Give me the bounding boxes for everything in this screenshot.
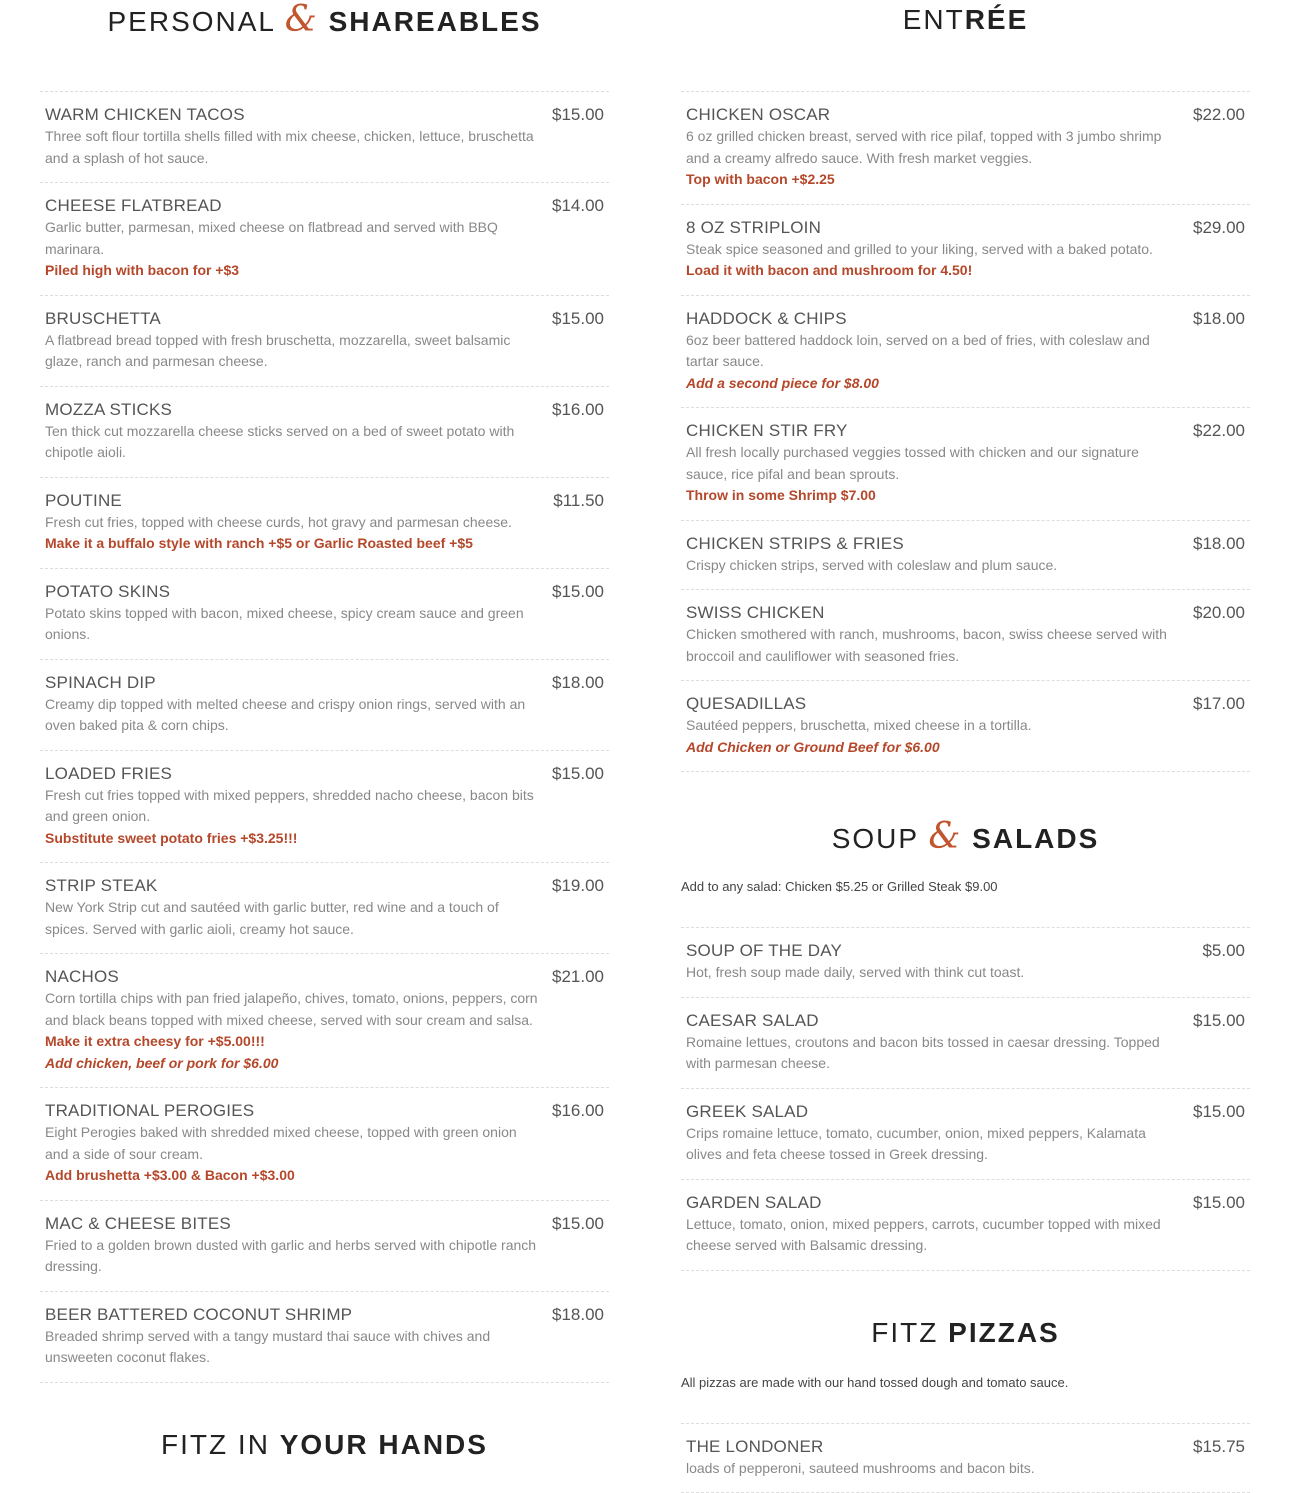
menu-item (681, 205, 1250, 296)
menu-item-description: Garlic butter, parmesan, mixed cheese on flatbread and served with BBQ marinara. (45, 217, 540, 260)
menu-item-name: POTATO SKINS (45, 581, 170, 603)
menu-item-description: Romaine lettues, croutons and bacon bits tossed in caesar dressing. Topped with parmesan cheese. (686, 1032, 1181, 1075)
menu-item-header (686, 602, 1245, 624)
menu-item-name: SOUP OF THE DAY (686, 940, 842, 962)
menu-item-header (686, 1101, 1245, 1123)
menu-item (681, 1180, 1250, 1271)
menu-item-header (45, 672, 604, 694)
heading-ampersand: & (928, 816, 962, 857)
menu-item-description: loads of pepperoni, sauteed mushrooms and bacon bits. (686, 1458, 1181, 1480)
menu-item-addon: Add a second piece for $8.00 (686, 373, 1245, 395)
menu-item (681, 928, 1250, 998)
heading-text: SOUP (832, 823, 919, 854)
menu-item (40, 92, 609, 183)
menu-item-name: CAESAR SALAD (686, 1010, 819, 1032)
menu-item-header (45, 581, 604, 603)
menu-item-description: A flatbread bread topped with fresh bruschetta, mozzarella, sweet balsamic glaze, ranch and parmesan cheese. (45, 330, 540, 373)
menu-item-name: HADDOCK & CHIPS (686, 308, 847, 330)
shareables-column (40, 0, 609, 1465)
menu-item-header (45, 1100, 604, 1122)
menu-item-header (686, 940, 1245, 962)
heading-text: FITZ (871, 1317, 938, 1348)
menu-item-price: $19.00 (552, 875, 604, 897)
menu-item-addon: Add Chicken or Ground Beef for $6.00 (686, 737, 1245, 759)
menu-item-name: CHICKEN STRIPS & FRIES (686, 533, 904, 555)
menu-item-name: CHEESE FLATBREAD (45, 195, 222, 217)
heading-ampersand: & (285, 0, 319, 40)
menu-item-description: Three soft flour tortilla shells filled with mix cheese, chicken, lettuce, bruschetta and a splash of hot sauce. (45, 126, 540, 169)
menu-item-name: SWISS CHICKEN (686, 602, 825, 624)
menu-item-header (45, 1304, 604, 1326)
entree-heading (681, 0, 1250, 40)
menu-item-description: All fresh locally purchased veggies tossed with chicken and our signature sauce, rice pifal and bean sprouts. (686, 442, 1181, 485)
menu-item-header (45, 763, 604, 785)
menu-item-price: $14.00 (552, 195, 604, 217)
menu-item-price: $15.75 (1193, 1436, 1245, 1458)
menu-item (40, 296, 609, 387)
menu-item-price: $20.00 (1193, 602, 1245, 624)
heading-bold-text: RÉE (965, 4, 1029, 35)
menu-item-description: Potato skins topped with bacon, mixed cheese, spicy cream sauce and green onions. (45, 603, 540, 646)
heading-text: FITZ IN (161, 1429, 270, 1460)
menu-item-header (686, 420, 1245, 442)
menu-item-addon: Piled high with bacon for +$3 (45, 260, 604, 282)
menu-item-addon: Load it with bacon and mushroom for 4.50! (686, 260, 1245, 282)
entree-column (681, 0, 1250, 1493)
menu-item-description: Fried to a golden brown dusted with garlic and herbs served with chipotle ranch dressing. (45, 1235, 540, 1278)
menu-item-header (45, 966, 604, 988)
menu-item-addon: Substitute sweet potato fries +$3.25!!! (45, 828, 604, 850)
menu-item-description: Breaded shrimp served with a tangy mustard thai sauce with chives and unsweeten coconut flakes. (45, 1326, 540, 1369)
menu-item-description: Creamy dip topped with melted cheese and crispy onion rings, served with an oven baked pita & corn chips. (45, 694, 540, 737)
menu-item (40, 387, 609, 478)
menu-item-price: $5.00 (1202, 940, 1245, 962)
menu-item-price: $16.00 (552, 399, 604, 421)
menu-item-header (686, 104, 1245, 126)
menu-item (681, 998, 1250, 1089)
menu-item-header (686, 693, 1245, 715)
menu-item-description: Sautéed peppers, bruschetta, mixed cheese in a tortilla. (686, 715, 1181, 737)
heading-bold-text: SHAREABLES (329, 6, 542, 37)
soup-salads-list (681, 927, 1250, 1271)
menu-item-description: Crispy chicken strips, served with coleslaw and plum sauce. (686, 555, 1181, 577)
salad-addon-note: Add to any salad: Chicken $5.25 or Grilled Steak $9.00 (681, 879, 1250, 894)
menu-item-description: Eight Perogies baked with shredded mixed cheese, topped with green onion and a side of sour cream. (45, 1122, 540, 1165)
heading-text: ENT (903, 4, 965, 35)
heading-text: PERSONAL (108, 6, 275, 37)
menu-item-name: LOADED FRIES (45, 763, 172, 785)
menu-item (681, 521, 1250, 591)
menu-item-addon: Throw in some Shrimp $7.00 (686, 485, 1245, 507)
menu-item-header (45, 399, 604, 421)
menu-item (40, 569, 609, 660)
menu-item (40, 660, 609, 751)
menu-item-description: Steak spice seasoned and grilled to your liking, served with a baked potato. (686, 239, 1181, 261)
menu-item-price: $15.00 (552, 308, 604, 330)
menu-item-price: $15.00 (1193, 1010, 1245, 1032)
menu-item-header (45, 195, 604, 217)
menu-item (681, 408, 1250, 521)
menu-item (681, 1424, 1250, 1493)
menu-item-price: $15.00 (1193, 1192, 1245, 1214)
menu-item (40, 954, 609, 1088)
heading-bold-text: YOUR HANDS (280, 1429, 488, 1460)
menu-item (681, 681, 1250, 772)
menu-item-description: Lettuce, tomato, onion, mixed peppers, carrots, cucumber topped with mixed cheese served with Balsamic dressing. (686, 1214, 1181, 1257)
menu-item-name: POUTINE (45, 490, 122, 512)
menu-item-addon: Make it a buffalo style with ranch +$5 or Garlic Roasted beef +$5 (45, 533, 604, 555)
menu-item-price: $21.00 (552, 966, 604, 988)
menu-item-price: $29.00 (1193, 217, 1245, 239)
menu-item-description: Ten thick cut mozzarella cheese sticks served on a bed of sweet potato with chipotle aioli. (45, 421, 540, 464)
menu-item-header (686, 533, 1245, 555)
menu-item-price: $18.00 (552, 672, 604, 694)
heading-bold-text: PIZZAS (948, 1317, 1060, 1348)
menu-item-price: $15.00 (552, 1213, 604, 1235)
menu-item-description: 6oz beer battered haddock loin, served on a bed of fries, with coleslaw and tartar sauce. (686, 330, 1181, 373)
menu-item-name: TRADITIONAL PEROGIES (45, 1100, 254, 1122)
menu-item-price: $18.00 (1193, 308, 1245, 330)
menu-item-description: Hot, fresh soup made daily, served with think cut toast. (686, 962, 1181, 984)
menu-item-price: $15.00 (1193, 1101, 1245, 1123)
menu-item (681, 1089, 1250, 1180)
menu-item-price: $15.00 (552, 581, 604, 603)
menu-item-price: $18.00 (1193, 533, 1245, 555)
menu-item-name: THE LONDONER (686, 1436, 823, 1458)
menu-item (681, 92, 1250, 205)
menu-item-addon: Add chicken, beef or pork for $6.00 (45, 1053, 604, 1075)
menu-item (40, 751, 609, 864)
menu-item-price: $11.50 (553, 490, 604, 512)
menu-item-description: Crips romaine lettuce, tomato, cucumber, onion, mixed peppers, Kalamata olives and feta cheese tossed in Greek dressing. (686, 1123, 1181, 1166)
menu-item-name: SPINACH DIP (45, 672, 156, 694)
menu-item-header (45, 308, 604, 330)
soup-salads-heading (681, 817, 1250, 857)
menu-item-header (45, 104, 604, 126)
menu-item-name: MOZZA STICKS (45, 399, 172, 421)
menu-item-header (686, 217, 1245, 239)
menu-item-price: $16.00 (552, 1100, 604, 1122)
menu-item-price: $15.00 (552, 763, 604, 785)
menu-item-header (45, 490, 604, 512)
menu-item-description: Fresh cut fries topped with mixed peppers, shredded nacho cheese, bacon bits and green onion. (45, 785, 540, 828)
shareables-heading (40, 0, 609, 40)
menu-item-name: 8 OZ STRIPLOIN (686, 217, 821, 239)
menu-item-price: $15.00 (552, 104, 604, 126)
menu-item-name: STRIP STEAK (45, 875, 157, 897)
menu-item-name: MAC & CHEESE BITES (45, 1213, 231, 1235)
menu-item-header (686, 1010, 1245, 1032)
menu-item (40, 478, 609, 569)
menu-item (40, 1201, 609, 1292)
shareables-list (40, 91, 609, 1383)
menu-item-description: Chicken smothered with ranch, mushrooms, bacon, swiss cheese served with broccoil and cauliflower with seasoned fries. (686, 624, 1181, 667)
menu-item-name: NACHOS (45, 966, 119, 988)
menu-item-price: $17.00 (1193, 693, 1245, 715)
menu-item-price: $22.00 (1193, 104, 1245, 126)
menu-item (40, 863, 609, 954)
menu-item-name: BEER BATTERED COCONUT SHRIMP (45, 1304, 352, 1326)
menu-item-header (686, 308, 1245, 330)
menu-item-header (686, 1192, 1245, 1214)
menu-item-description: 6 oz grilled chicken breast, served with rice pilaf, topped with 3 jumbo shrimp and a creamy alfredo sauce. With fresh market veggies. (686, 126, 1181, 169)
pizza-list (681, 1423, 1250, 1493)
menu-item-name: CHICKEN OSCAR (686, 104, 830, 126)
fitz-pizzas-heading (681, 1313, 1250, 1353)
menu-item-name: QUESADILLAS (686, 693, 806, 715)
entree-list (681, 91, 1250, 772)
menu-item-header (45, 875, 604, 897)
menu-item (40, 1088, 609, 1201)
menu-item-name: GREEK SALAD (686, 1101, 808, 1123)
menu-item-addon: Add brushetta +$3.00 & Bacon +$3.00 (45, 1165, 604, 1187)
menu-item-name: GARDEN SALAD (686, 1192, 822, 1214)
menu-item-price: $18.00 (552, 1304, 604, 1326)
menu-item-description: New York Strip cut and sautéed with garlic butter, red wine and a touch of spices. Served with garlic aioli, creamy hot sauce. (45, 897, 540, 940)
menu-item (40, 183, 609, 296)
menu-item-price: $22.00 (1193, 420, 1245, 442)
menu-item-header (45, 1213, 604, 1235)
menu-item-description: Corn tortilla chips with pan fried jalapeño, chives, tomato, onions, peppers, corn and black beans topped with mixed cheese, served with sour cream and salsa. (45, 988, 540, 1031)
menu-item-header (686, 1436, 1245, 1458)
menu-item-name: CHICKEN STIR FRY (686, 420, 848, 442)
menu-item (681, 296, 1250, 409)
menu-item-description: Fresh cut fries, topped with cheese curds, hot gravy and parmesan cheese. (45, 512, 540, 534)
menu-item (681, 590, 1250, 681)
pizza-note: All pizzas are made with our hand tossed dough and tomato sauce. (681, 1375, 1250, 1390)
menu-item-name: WARM CHICKEN TACOS (45, 104, 245, 126)
menu-item-name: BRUSCHETTA (45, 308, 161, 330)
menu-item-addon: Make it extra cheesy for +$5.00!!! (45, 1031, 604, 1053)
heading-bold-text: SALADS (972, 823, 1099, 854)
menu-item (40, 1292, 609, 1383)
menu-item-addon: Top with bacon +$2.25 (686, 169, 1245, 191)
